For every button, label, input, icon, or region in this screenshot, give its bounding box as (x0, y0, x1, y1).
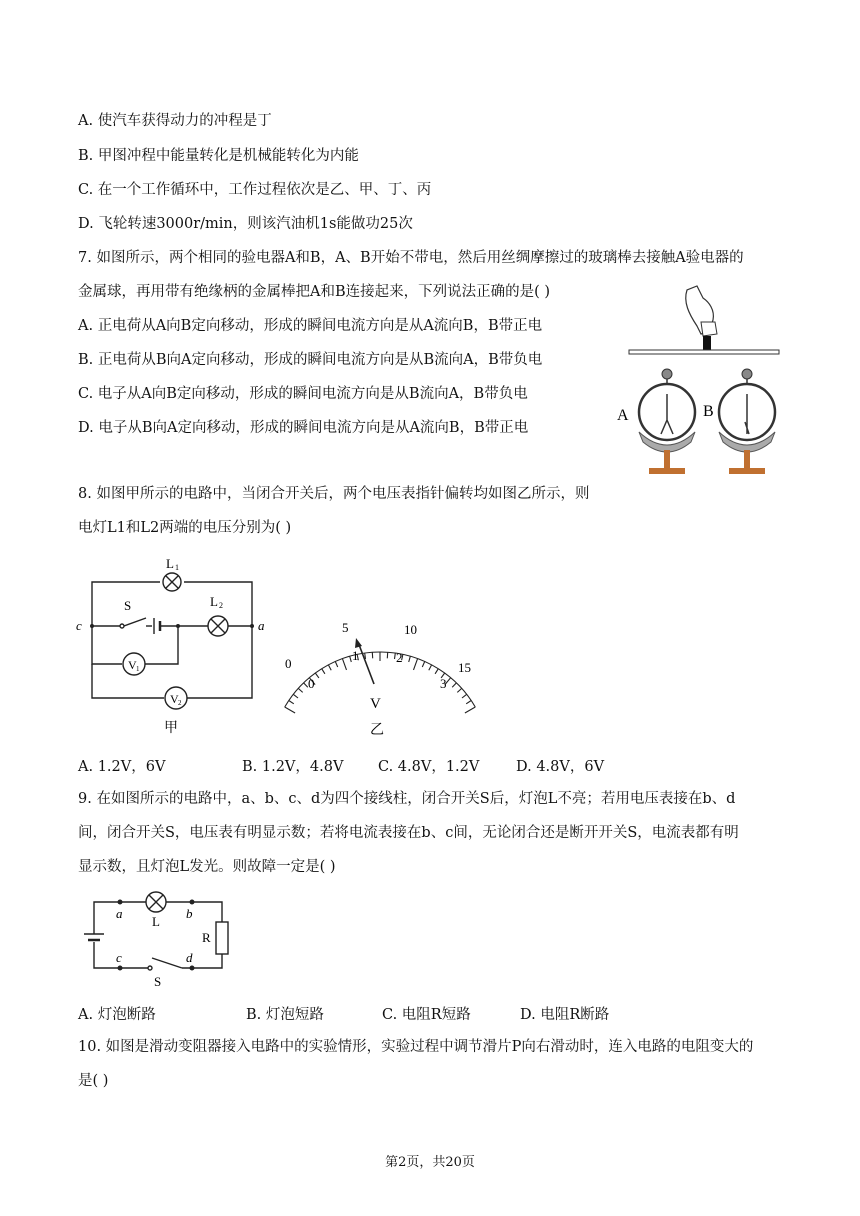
v2-label: V (170, 692, 179, 706)
q6-option-b: B. 甲图冲程中能量转化是机械能转化为内能 (78, 148, 359, 164)
meter-tick (285, 707, 295, 713)
q8-stem-line1: 8. 如图甲所示的电路中，当闭合开关后，两个电压表指针偏转均如图乙所示，则 (78, 486, 590, 502)
q6-option-a: A. 使汽车获得动力的冲程是丁 (78, 113, 272, 129)
electroscope-figure (617, 282, 785, 478)
meter-top-15: 15 (458, 660, 471, 675)
v1-sub: 1 (136, 665, 140, 673)
meter-tick (322, 669, 325, 674)
lamp-label: L (152, 914, 160, 929)
q7-option-c: C. 电子从A向B定向移动，形成的瞬间电流方向是从B流向A，B带负电 (78, 386, 528, 402)
page-footer: 第2页，共20页 (385, 1155, 475, 1170)
q9-stem-line1: 9. 在如图所示的电路中，a、b、c、d为四个接线柱，闭合开关S后，灯泡L不亮；若用电压表接在b、d (78, 791, 736, 807)
meter-tick (465, 707, 475, 713)
electroscope-label-b: B (703, 403, 714, 420)
meter-tick (466, 701, 471, 704)
terminal-d: d (186, 950, 193, 965)
q9-option-b: B. 灯泡短路 (246, 1007, 324, 1023)
l1-label: L (166, 556, 174, 571)
meter-tick (429, 665, 432, 670)
meter-bottom-1: 1 (352, 648, 359, 663)
meter-tick (409, 656, 411, 662)
q7-option-d: D. 电子从B向A定向移动，形成的瞬间电流方向是从A流向B，B带正电 (78, 420, 529, 436)
q10-stem-line2: 是( ) (78, 1073, 109, 1089)
meter-tick (342, 659, 346, 670)
meter-tick (328, 665, 331, 670)
meter-tick (435, 669, 438, 674)
meter-unit: V (370, 696, 381, 712)
q9-options (78, 1003, 609, 1024)
switch-label: S (124, 598, 132, 613)
meter-top-0: 0 (285, 656, 292, 671)
meter-tick (452, 683, 456, 687)
q9-stem-line2: 间，闭合开关S，电压表有明显示数；若将电流表接在b、c间，无论闭合还是断开开关S，电流表都有明 (78, 825, 739, 841)
q9-stem-line3: 显示数，且灯泡L发光。则故障一定是( ) (78, 859, 336, 875)
meter-caption: 乙 (370, 723, 384, 738)
q8-option-c: C. 4.8V，1.2V (378, 759, 480, 775)
l1-sub: 1 (175, 563, 179, 572)
electroscope-label-a: A (617, 407, 629, 424)
q7-stem-line2: 金属球，再用带有绝缘柄的金属棒把A和B连接起来，下列说法正确的是( ) (78, 284, 551, 300)
q6-option-d: D. 飞轮转速3000r/min，则该汽油机1s能做功25次 (78, 216, 413, 232)
terminal-c: c (116, 950, 122, 965)
meter-tick (315, 673, 319, 678)
terminal-a-label: a (258, 618, 265, 633)
meter-top-5: 5 (342, 620, 349, 635)
meter-tick (414, 659, 418, 670)
terminal-b: b (186, 906, 193, 921)
q8-stem-line2: 电灯L1和L2两端的电压分别为( ) (78, 520, 292, 536)
meter-tick (293, 694, 298, 698)
l2-label: L (210, 594, 218, 609)
meter-needle (358, 642, 374, 684)
meter-tick (298, 688, 302, 692)
meter-tick (462, 694, 467, 698)
l2-sub: 2 (219, 601, 223, 610)
q9-option-c: C. 电阻R短路 (382, 1007, 471, 1023)
meter-tick (457, 688, 461, 692)
v1-label: V (128, 658, 137, 672)
meter-bottom-3: 3 (440, 676, 447, 691)
meter-tick (335, 662, 337, 668)
terminal-a: a (116, 906, 123, 921)
q7-stem-line1: 7. 如图所示，两个相同的验电器A和B，A、B开始不带电，然后用丝绸摩擦过的玻璃棒去接触A验电器的 (78, 250, 744, 266)
meter-tick (289, 701, 294, 704)
q8-options (78, 755, 604, 776)
q6-option-c: C. 在一个工作循环中，工作过程依次是乙、甲、丁、丙 (78, 182, 432, 198)
q9-option-d: D. 电阻R断路 (520, 1007, 610, 1023)
q7-option-b: B. 正电荷从B向A定向移动，形成的瞬间电流方向是从B流向A，B带负电 (78, 352, 543, 368)
circuit-caption: 甲 (164, 721, 178, 736)
switch-s-label: S (154, 974, 162, 989)
q7-option-a: A. 正电荷从A向B定向移动，形成的瞬间电流方向是从A流向B，B带正电 (78, 318, 543, 334)
meter-bottom-2: 2 (396, 650, 403, 665)
resistor-label: R (202, 930, 211, 945)
q8-option-a: A. 1.2V，6V (78, 759, 166, 775)
q9-option-a: A. 灯泡断路 (78, 1007, 156, 1023)
q10-stem-line1: 10. 如图是滑动变阻器接入电路中的实验情形，实验过程中调节滑片P向右滑动时，连入电路的电阻变大的 (78, 1039, 754, 1055)
q9-circuit-diagram (76, 884, 236, 992)
terminal-c-label: c (76, 618, 82, 633)
q8-circuit-diagram (72, 548, 272, 736)
voltmeter-scale (280, 612, 480, 742)
meter-bottom-0: 0 (308, 676, 315, 691)
q8-option-d: D. 4.8V，6V (516, 759, 605, 775)
q8-option-b: B. 1.2V，4.8V (242, 759, 344, 775)
meter-tick (422, 662, 424, 668)
v2-sub: 2 (178, 699, 182, 707)
meter-top-10: 10 (404, 622, 417, 637)
